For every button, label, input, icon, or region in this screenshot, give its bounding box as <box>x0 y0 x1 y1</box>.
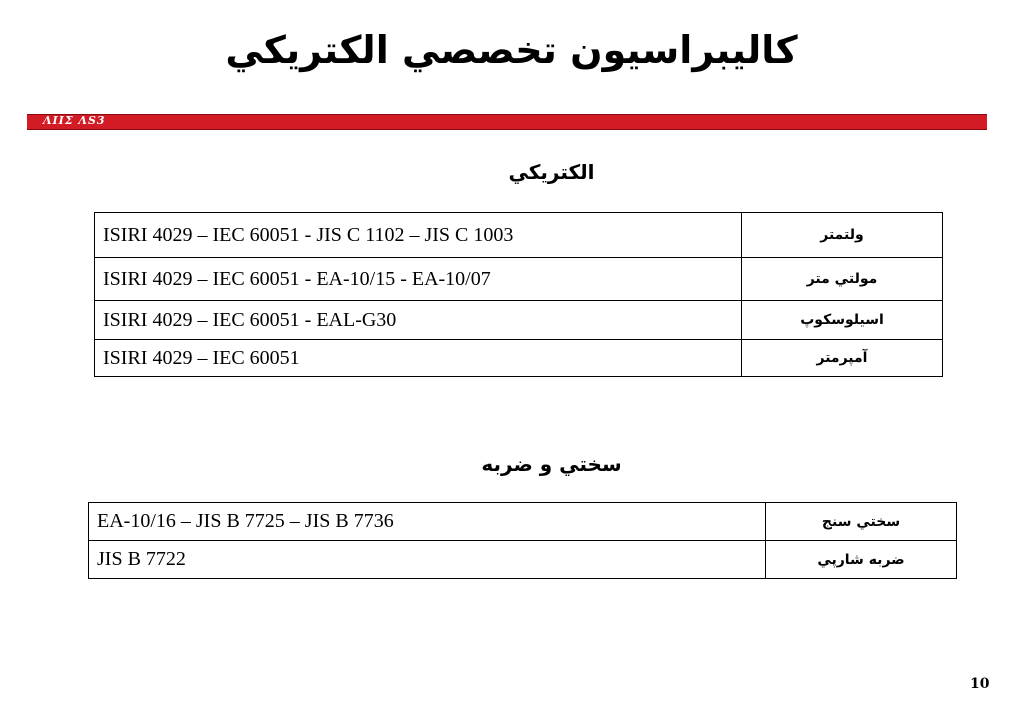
page-number: 10 <box>970 676 990 692</box>
company-logo: ΛIIΣ ΛS3 <box>43 114 106 127</box>
instrument-cell: آمپرمتر <box>742 340 943 377</box>
table-row <box>95 258 943 301</box>
electrical-standards-table <box>94 212 943 377</box>
table-row <box>95 301 943 340</box>
hardness-impact-standards-table <box>88 502 957 579</box>
table-row <box>89 503 957 541</box>
instrument-cell: ضربه شارپي <box>766 541 957 579</box>
table-row <box>95 340 943 377</box>
header-accent-bar <box>27 114 987 130</box>
section-heading-hardness-impact: سختي و ضربه <box>481 452 622 476</box>
standard-cell: ISIRI 4029 – IEC 60051 <box>95 340 742 377</box>
standard-cell: EA-10/16 – JIS B 7725 – JIS B 7736 <box>89 503 766 541</box>
table-row <box>89 541 957 579</box>
standard-cell: ISIRI 4029 – IEC 60051 - EAL-G30 <box>95 301 742 340</box>
slide-title: کاليبراسيون تخصصي الکتريکي <box>225 28 798 72</box>
instrument-cell: اسيلوسکوپ <box>742 301 943 340</box>
section-heading-electrical: الکتريکي <box>508 160 595 184</box>
standard-cell: ISIRI 4029 – IEC 60051 - JIS C 1102 – JIS C 1003 <box>95 213 742 258</box>
instrument-cell: سختي سنج <box>766 503 957 541</box>
instrument-cell: مولتي متر <box>742 258 943 301</box>
standard-cell: JIS B 7722 <box>89 541 766 579</box>
instrument-cell: ولتمتر <box>742 213 943 258</box>
standard-cell: ISIRI 4029 – IEC 60051 - EA-10/15 - EA-10/07 <box>95 258 742 301</box>
table-row <box>95 213 943 258</box>
